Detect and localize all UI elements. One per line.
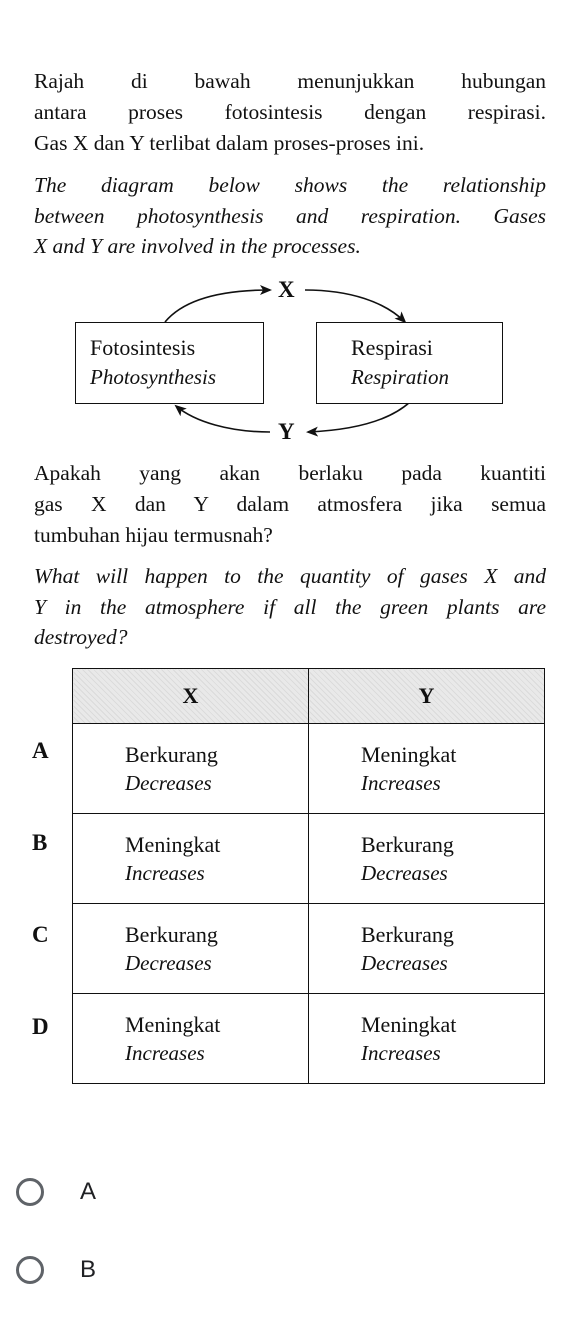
text-line: Apakah yang akan berlaku pada kuantiti — [34, 461, 546, 485]
text-line: antara proses fotosintesis dengan respirasi. — [34, 100, 546, 124]
text-line: tumbuhan hijau termusnah? — [34, 523, 273, 547]
cell-x — [73, 994, 309, 1084]
cell-english: Decreases — [125, 771, 212, 795]
table-row — [73, 724, 545, 814]
row-letter-a: A — [32, 738, 49, 763]
cell-english: Increases — [125, 1041, 205, 1065]
cell-malay: Berkurang — [361, 922, 454, 947]
box-label-malay: Fotosintesis — [90, 335, 196, 360]
cell-y — [309, 994, 545, 1084]
radio-button[interactable] — [16, 1178, 44, 1206]
table-row — [73, 814, 545, 904]
cycle-diagram — [0, 270, 580, 450]
box-label-malay: Respirasi — [351, 335, 433, 360]
cell-malay: Berkurang — [125, 742, 218, 767]
arrow-to-y — [308, 402, 410, 432]
cell-english: Decreases — [361, 861, 448, 885]
answer-table — [72, 668, 545, 1084]
row-letter-c: C — [32, 922, 49, 947]
cell-malay: Meningkat — [361, 1012, 457, 1037]
text-line: The diagram below shows the relationship — [34, 173, 546, 197]
cell-english: Increases — [125, 861, 205, 885]
photosynthesis-box — [75, 322, 264, 404]
intro-malay — [34, 66, 546, 159]
cell-malay: Berkurang — [125, 922, 218, 947]
cell-english: Increases — [361, 1041, 441, 1065]
cell-english: Decreases — [361, 951, 448, 975]
cell-x — [73, 904, 309, 994]
question-malay — [34, 458, 546, 551]
choice-label: A — [80, 1178, 97, 1205]
arrow-to-x — [165, 290, 270, 322]
cell-english: Decreases — [125, 951, 212, 975]
respiration-box — [316, 322, 503, 404]
text-line: X and Y are involved in the processes. — [34, 234, 361, 258]
intro-english — [34, 170, 546, 262]
text-line: destroyed? — [34, 625, 128, 649]
question-english — [34, 561, 546, 653]
choice-a[interactable] — [14, 1176, 314, 1216]
table-row — [73, 904, 545, 994]
text-line: Gas X dan Y terlibat dalam proses-proses ini. — [34, 131, 425, 155]
table-row — [73, 994, 545, 1084]
gas-y-label: Y — [278, 419, 295, 444]
row-letter-d: D — [32, 1014, 49, 1039]
choice-b[interactable] — [14, 1254, 314, 1294]
box-label-english: Respiration — [351, 365, 449, 389]
cell-y — [309, 814, 545, 904]
arrow-y-to-photosynthesis — [176, 406, 270, 432]
cell-malay: Meningkat — [361, 742, 457, 767]
cell-malay: Meningkat — [125, 1012, 221, 1037]
cell-x — [73, 724, 309, 814]
header-x: X — [73, 669, 309, 724]
text-line: What will happen to the quantity of gases X and — [34, 564, 546, 588]
radio-button[interactable] — [16, 1256, 44, 1284]
arrow-x-to-respiration — [305, 290, 405, 322]
box-label-english: Photosynthesis — [90, 365, 216, 389]
text-line: Y in the atmosphere if all the green plants are — [34, 594, 546, 619]
text-line: gas X dan Y dalam atmosfera jika semua — [34, 492, 546, 516]
gas-x-label: X — [278, 277, 295, 302]
table-header-row — [73, 669, 545, 724]
cell-malay: Meningkat — [125, 832, 221, 857]
cell-english: Increases — [361, 771, 441, 795]
cell-malay: Berkurang — [361, 832, 454, 857]
row-letter-b: B — [32, 830, 48, 855]
text-line: Rajah di bawah menunjukkan hubungan — [34, 69, 546, 93]
text-line: between photosynthesis and respiration. Gases — [34, 203, 546, 228]
cell-y — [309, 904, 545, 994]
header-y: Y — [309, 669, 545, 724]
cell-x — [73, 814, 309, 904]
cell-y — [309, 724, 545, 814]
choice-label: B — [80, 1256, 97, 1283]
